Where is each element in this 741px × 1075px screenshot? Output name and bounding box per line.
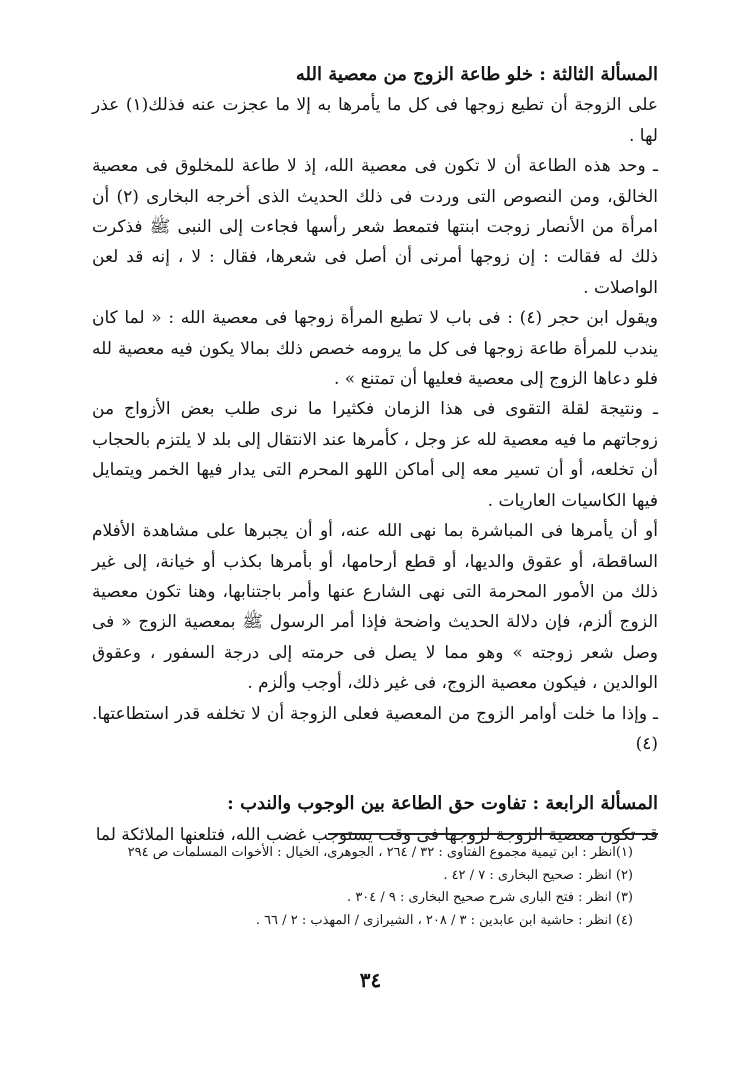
- paragraph: ـ وإذا ما خلت أوامر الزوج من المعصية فعلى الزوجة أن لا تخلفه قدر استطاعتها.(٤): [92, 703, 658, 754]
- section-gap: [92, 759, 658, 789]
- paragraph: ـ ونتيجة لقلة التقوى فى هذا الزمان فكثيرا ما نرى طلب بعض الأزواج من زوجاتهم ما فيه معصية لله عز وجل ، كأمرها عند الانتقال إلى بلد لا يلتزم بالحجاب أن تخلعه، أو أن تسير معه إلى أماكن اللهو المحرم التى يدار فيها الخمر ويتمايل فيها الكاسيات العاريات .: [92, 399, 658, 511]
- footnote: (١)انظر : ابن تيمية مجموع الفتاوى : ٣٢ / ٢٦٤ ، الجوهرى، الخيال : الأخوات المسلمات ص ٢٩٤: [127, 845, 633, 860]
- paragraph: على الزوجة أن تطيع زوجها فى كل ما يأمرها به إلا ما عجزت عنه فذلك(١) عذر لها .: [92, 95, 659, 146]
- paragraph: أو أن يأمرها فى المباشرة بما نهى الله عنه، أو أن يجبرها على مشاهدة الأفلام الساقطة، أو عقوق والديها، أو قطع أرحامها، أو بأمرها بكذب أو خيانة، إلى غير ذلك من الأمور المحرمة التى نهى الشارع عنها وأمر باجتنابها، وهنا تكون معصية الزوج ألزم، فإن دلالة الحديث واضحة فإذا أمر الرسول ﷺ بمعصية الزوج « فى وصل شعر زوجته » وهو مما لا يصل فى حرمته إلى درجة السفور ، وعقوق الوالدين ، فيكون معصية الزوج، فى غير ذلك، أوجب وألزم .: [92, 521, 658, 694]
- footnotes: [93, 842, 633, 932]
- section-heading-third: المسألة الثالثة : خلو طاعة الزوج من معصية الله: [295, 64, 658, 85]
- section-heading-fourth: المسألة الرابعة : تفاوت حق الطاعة بين الوجوب والندب :: [227, 793, 658, 815]
- footnote: (٤) انظر : حاشية ابن عابدين : ٣ / ٢٠٨ ، الشيرازى / المهذب : ٢ / ٦٦ .: [255, 912, 633, 928]
- footnote: (٣) انظر : فتح البارى شرح صحيح البخارى : ٩ / ٣٠٤ .: [347, 890, 633, 905]
- paragraph: قد تكون معصية الزوجة لزوجها فى وقت يستوجب غضب الله، فتلعنها الملائكة لما: [95, 824, 658, 845]
- page-number: ٣٤: [359, 968, 382, 992]
- paragraph: ويقول ابن حجر (٤) : فى باب لا تطيع المرأة زوجها فى معصية الله : « لما كان يندب للمرأة طاعة زوجها فى كل ما يرومه خصص ذلك بمالا يكون فيه معصية لله فلو دعاها الزوج إلى معصية فعليها أن تمتنع » .: [92, 308, 659, 390]
- paragraph: ـ وحد هذه الطاعة أن لا تكون فى معصية الله، إذ لا طاعة للمخلوق فى معصية الخالق، ومن النصوص التى وردت فى ذلك الحديث الذى أخرجه البخارى (٢) أن امرأة من الأنصار زوجت ابنتها فتمعط شعر رأسها فجاءت إلى النبى ﷺ فذكرت ذلك له فقالت : إن زوجها أمرنى أن أصل فى شعرها، فقال : لا ، إنه قد لعن الواصلات .: [92, 156, 659, 298]
- main-text: [92, 60, 658, 850]
- footnote-divider: [328, 833, 658, 835]
- footnote: (٢) انظر : صحيح البخارى : ٧ / ٤٢ .: [443, 867, 633, 883]
